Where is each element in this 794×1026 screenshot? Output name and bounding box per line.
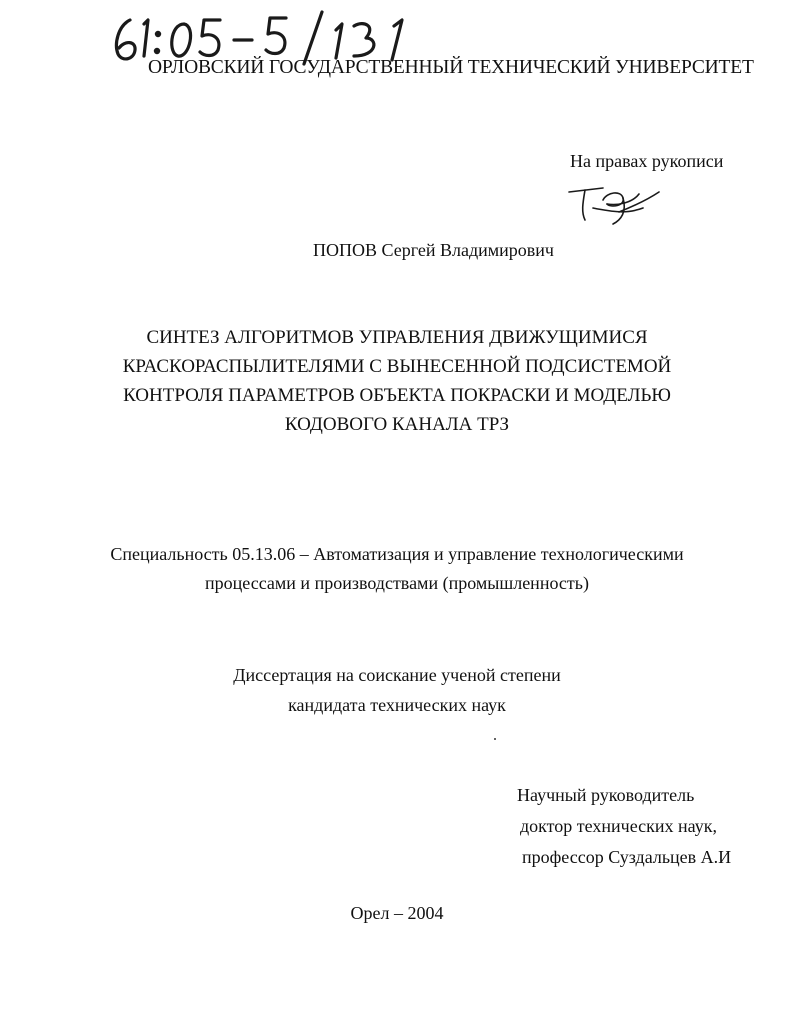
title-line: КРАСКОРАСПЫЛИТЕЛЯМИ С ВЫНЕСЕННОЙ ПОДСИСТЕМОЙ xyxy=(122,356,672,377)
supervisor-line: Научный руководитель xyxy=(517,785,695,805)
specialty-line: процессами и производствами (промышленность) xyxy=(205,573,589,593)
specialty-line: Специальность 05.13.06 – Автоматизация и управление технологическими xyxy=(110,544,684,564)
degree-line: кандидата технических наук xyxy=(288,695,506,715)
supervisor-block xyxy=(517,780,731,873)
dissertation-title xyxy=(0,323,794,439)
title-line: КОНТРОЛЯ ПАРАМЕТРОВ ОБЪЕКТА ПОКРАСКИ И МОДЕЛЬЮ xyxy=(123,385,671,406)
rights-note: На правах рукописи xyxy=(570,151,724,171)
title-line: СИНТЕЗ АЛГОРИТМОВ УПРАВЛЕНИЯ ДВИЖУЩИМИСЯ xyxy=(146,327,648,348)
scan-speck xyxy=(494,738,496,740)
specialty-block xyxy=(0,540,794,598)
university-name: ОРЛОВСКИЙ ГОСУДАРСТВЕННЫЙ ТЕХНИЧЕСКИЙ УНИВЕРСИТЕТ xyxy=(148,57,754,78)
supervisor-line: профессор Суздальцев А.И xyxy=(522,847,732,867)
author-name: ПОПОВ Сергей Владимирович xyxy=(313,240,554,260)
title-line: КОДОВОГО КАНАЛА ТРЗ xyxy=(284,414,510,435)
signature xyxy=(563,178,673,228)
degree-block xyxy=(0,660,794,720)
supervisor-line: доктор технических наук, xyxy=(520,816,717,836)
city-year: Орел – 2004 xyxy=(350,903,444,923)
degree-line: Диссертация на соискание ученой степени xyxy=(233,665,561,685)
